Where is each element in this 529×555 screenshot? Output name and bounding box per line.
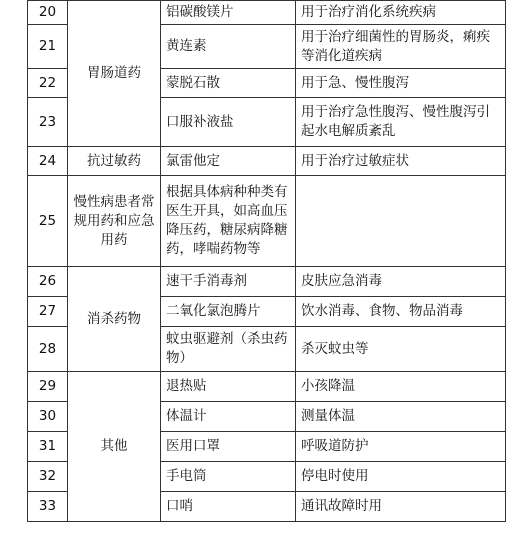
table-row: [28, 372, 506, 402]
row-number: 22: [28, 69, 68, 98]
category-cell: 消杀药物: [68, 267, 161, 372]
item-use: 小孩降温: [296, 372, 506, 402]
item-name: 二氧化氯泡腾片: [161, 297, 296, 327]
table-row: [28, 267, 506, 297]
item-name: 体温计: [161, 402, 296, 432]
item-use: 用于急、慢性腹泻: [296, 69, 506, 98]
row-number: 30: [28, 402, 68, 432]
table-row: [28, 1, 506, 25]
row-number: 23: [28, 98, 68, 147]
row-number: 29: [28, 372, 68, 402]
item-use: 用于治疗消化系统疾病: [296, 1, 506, 25]
medicine-table: [27, 0, 506, 522]
item-use: 用于治疗急性腹泻、慢性腹泻引起水电解质紊乱: [296, 98, 506, 147]
row-number: 31: [28, 432, 68, 462]
row-number: 28: [28, 327, 68, 372]
row-number: 20: [28, 1, 68, 25]
item-use: 杀灭蚊虫等: [296, 327, 506, 372]
table-row: [28, 147, 506, 176]
table-row: [28, 176, 506, 267]
item-name: 蒙脱石散: [161, 69, 296, 98]
item-use: 测量体温: [296, 402, 506, 432]
item-use: 停电时使用: [296, 462, 506, 492]
item-name: 氯雷他定: [161, 147, 296, 176]
item-name: 蚊虫驱避剂（杀虫药物）: [161, 327, 296, 372]
item-use: 皮肤应急消毒: [296, 267, 506, 297]
item-use: [296, 176, 506, 267]
row-number: 27: [28, 297, 68, 327]
category-cell: 胃肠道药: [68, 1, 161, 147]
category-cell: 慢性病患者常规用药和应急用药: [68, 176, 161, 267]
row-number: 25: [28, 176, 68, 267]
item-use: 用于治疗过敏症状: [296, 147, 506, 176]
row-number: 26: [28, 267, 68, 297]
item-name: 速干手消毒剂: [161, 267, 296, 297]
item-name: 铝碳酸镁片: [161, 1, 296, 25]
item-name: 手电筒: [161, 462, 296, 492]
category-cell: 抗过敏药: [68, 147, 161, 176]
row-number: 32: [28, 462, 68, 492]
item-name: 医用口罩: [161, 432, 296, 462]
row-number: 33: [28, 492, 68, 522]
item-use: 呼吸道防护: [296, 432, 506, 462]
row-number: 21: [28, 25, 68, 69]
item-use: 饮水消毒、食物、物品消毒: [296, 297, 506, 327]
item-name: 退热贴: [161, 372, 296, 402]
item-name: 口服补液盐: [161, 98, 296, 147]
item-name: 根据具体病种种类有医生开具，如高血压降压药，糖尿病降糖药，哮喘药物等: [161, 176, 296, 267]
row-number: 24: [28, 147, 68, 176]
category-cell: 其他: [68, 372, 161, 522]
item-name: 黄连素: [161, 25, 296, 69]
item-use: 通讯故障时用: [296, 492, 506, 522]
item-use: 用于治疗细菌性的胃肠炎，痢疾等消化道疾病: [296, 25, 506, 69]
item-name: 口哨: [161, 492, 296, 522]
